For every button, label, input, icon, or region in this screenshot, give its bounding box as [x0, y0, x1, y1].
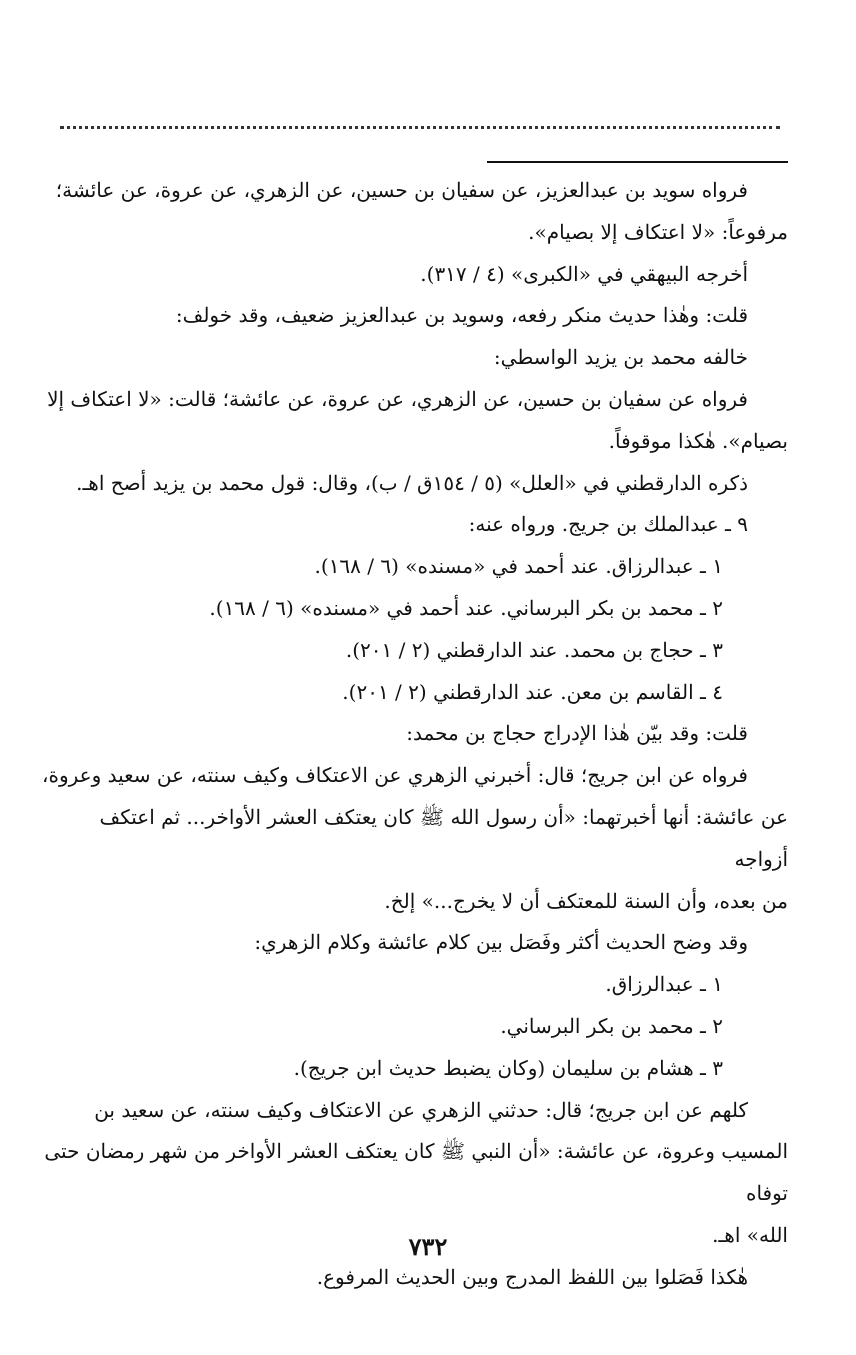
page-body	[40, 170, 788, 1299]
page-number: ٧٣٢	[408, 1232, 448, 1261]
footnote-rule	[487, 161, 788, 163]
text-line: أخرجه البيهقي في «الكبرى» (٤ / ٣١٧).	[420, 261, 748, 286]
text-line: وقد وضح الحديث أكثر وفَصَل بين كلام عائشة وكلام الزهري:	[254, 930, 748, 955]
text-line: ٢ ـ محمد بن بكر البرساني.	[500, 1013, 723, 1038]
text-line: ٤ ـ القاسم بن معن. عند الدارقطني (٢ / ٢٠١).	[342, 679, 723, 704]
footnote-dotted-separator	[60, 112, 780, 129]
text-line: خالفه محمد بن يزيد الواسطي:	[493, 345, 748, 370]
text-line: الله» اهـ.	[712, 1222, 788, 1247]
text-line: ٩ ـ عبدالملك بن جريج. ورواه عنه:	[468, 512, 748, 537]
text-line: عن عائشة: أنها أخبرتهما: «أن رسول الله ﷺ كان يعتكف العشر الأواخر... ثم اعتكف أزواجه	[99, 804, 788, 871]
text-line: ٣ ـ حجاج بن محمد. عند الدارقطني (٢ / ٢٠١).	[345, 637, 723, 662]
text-line: كلهم عن ابن جريج؛ قال: حدثني الزهري عن الاعتكاف وكيف سنته، عن سعيد بن	[94, 1097, 748, 1122]
text-line: فرواه عن ابن جريج؛ قال: أخبرني الزهري عن الاعتكاف وكيف سنته، عن سعيد وعروة،	[42, 763, 748, 788]
text-line: ١ ـ عبدالرزاق. عند أحمد في «مسنده» (٦ / ١٦٨).	[314, 554, 723, 579]
text-line: بصيام». هٰكذا موقوفاً.	[608, 428, 788, 453]
text-line: ١ ـ عبدالرزاق.	[605, 972, 723, 997]
text-line: هٰكذا فَصَلوا بين اللفظ المدرج وبين الحديث المرفوع.	[316, 1264, 748, 1289]
text-line: ٣ ـ هشام بن سليمان (وكان يضبط حديث ابن جريج).	[293, 1055, 723, 1080]
text-line: من بعده، وأن السنة للمعتكف أن لا يخرج...» إلخ.	[384, 888, 788, 913]
text-line: المسيب وعروة، عن عائشة: «أن النبي ﷺ كان يعتكف العشر الأواخر من شهر رمضان حتى توفاه	[44, 1139, 788, 1206]
text-line: قلت: وقد بيّن هٰذا الإدراج حجاج بن محمد:	[406, 721, 748, 746]
text-line: ٢ ـ محمد بن بكر البرساني. عند أحمد في «مسنده» (٦ / ١٦٨).	[209, 595, 723, 620]
text-line: فرواه عن سفيان بن حسين، عن الزهري، عن عروة، عن عائشة؛ قالت: «لا اعتكاف إلا	[47, 386, 748, 411]
text-line: مرفوعاً: «لا اعتكاف إلا بصيام».	[528, 219, 788, 244]
text-line: ذكره الدارقطني في «العلل» (٥ / ١٥٤ق / ب)، وقال: قول محمد بن يزيد أصح اهـ.	[76, 470, 748, 495]
text-line: فرواه سويد بن عبدالعزيز، عن سفيان بن حسين، عن الزهري، عن عروة، عن عائشة؛	[55, 178, 748, 202]
text-line: قلت: وهٰذا حديث منكر رفعه، وسويد بن عبدالعزيز ضعيف، وقد خولف:	[175, 303, 748, 328]
